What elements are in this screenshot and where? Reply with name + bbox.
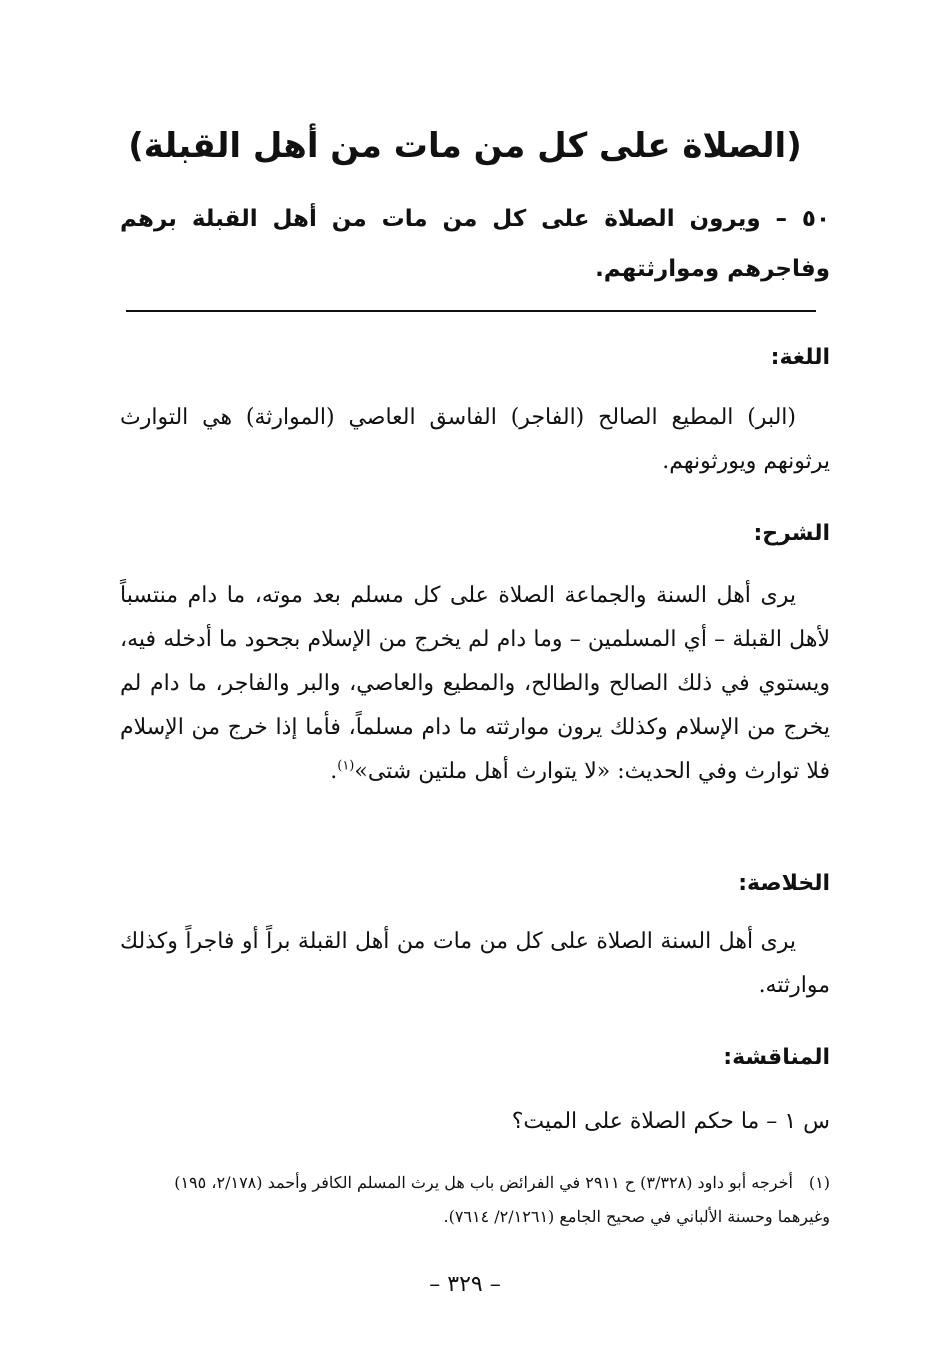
heading-explanation: الشرح: — [753, 521, 830, 546]
intro-text: ٥٠ – ويرون الصلاة على كل من مات من أهل القبلة برهم وفاجرهم وموارثتهم. — [120, 206, 830, 282]
paragraph-language — [120, 396, 830, 484]
explanation-text: يرى أهل السنة والجماعة الصلاة على كل مسلم بعد موته، ما دام منتسباً لأهل القبلة – أي المسلمين – وما دام لم يخرج من الإسلام بجحود ما أدخله فيه، ويستوي في ذلك الصالح والطالح، والمطيع والعاصي، والبر والفاجر، ما دام لم يخرج من الإسلام وكذلك يرون موارثته ما دام مسلماً، فأما إذا خرج من الإسلام فلا توارث وفي الحديث: «لا يتوارث أهل ملتين شتى» — [120, 583, 830, 784]
language-text: (البر) المطيع الصالح (الفاجر) الفاسق العاصي (الموارثة) هي التوارث يرثونهم ويورثونهم. — [120, 405, 830, 474]
discussion-question: س ١ – ما حكم الصلاة على الميت؟ — [511, 1109, 830, 1134]
heading-discussion: المناقشة: — [723, 1045, 830, 1070]
section-divider — [126, 310, 816, 312]
paragraph-explanation — [120, 574, 830, 794]
explanation-trailing: . — [330, 759, 338, 784]
summary-text: يرى أهل السنة الصلاة على كل من مات من أهل القبلة براً أو فاجراً وكذلك موارثته. — [120, 929, 830, 998]
heading-language: اللغة: — [770, 345, 830, 370]
footnote-text: أخرجه أبو داود (٣/٣٢٨) ح ٢٩١١ في الفرائض باب هل يرث المسلم الكافر وأحمد (٢/١٧٨، ١٩٥) وغيرهما وحسنة الألباني في صحيح الجامع (٢/١٢٦١/ ٧٦١٤). — [174, 1173, 830, 1226]
page-title: (الصلاة على كل من مات من أهل القبلة) — [128, 126, 802, 166]
paragraph-summary — [120, 920, 830, 1008]
heading-summary: الخلاصة: — [738, 871, 830, 896]
footnote-number: (١) — [808, 1173, 830, 1192]
footnote — [120, 1166, 830, 1234]
page-number: – ٣٢٩ – — [429, 1272, 501, 1297]
footnote-marker: (١) — [337, 758, 355, 774]
